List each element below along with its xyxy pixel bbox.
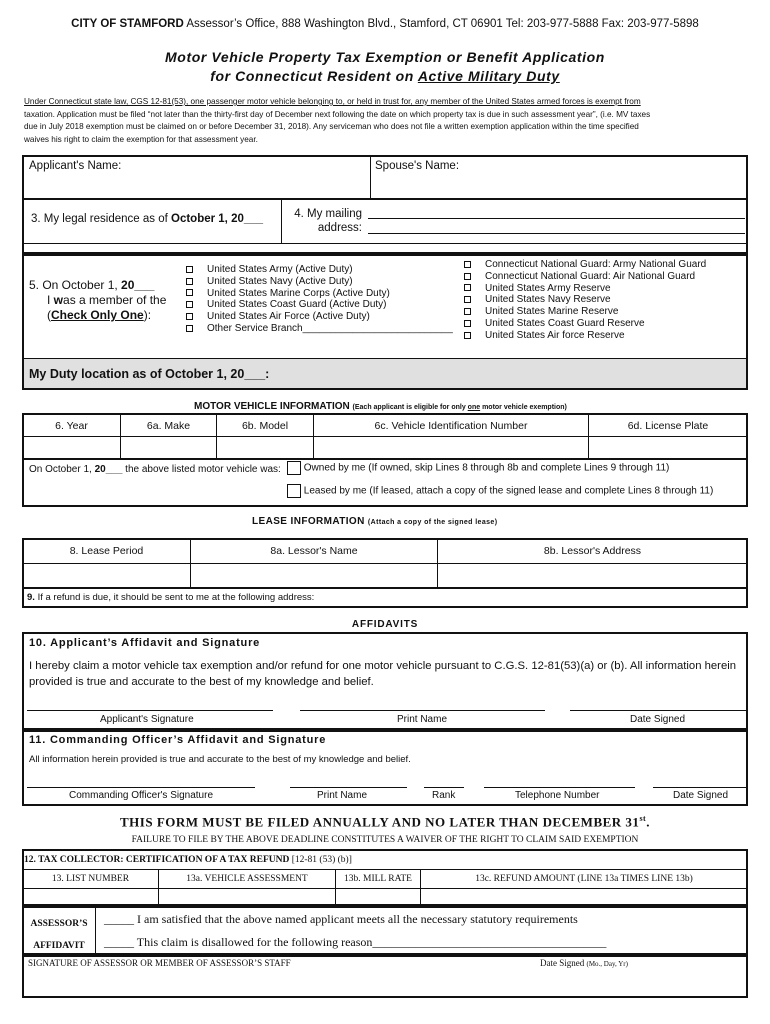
intro-line-4: waives his right to claim the exemption for that assessment year. xyxy=(24,134,258,144)
branch-label: United States Navy (Active Duty) xyxy=(207,275,353,287)
leased-option[interactable] xyxy=(287,484,713,498)
s11-body: All information herein provided is true and accurate to the best of my knowledge and belief. xyxy=(29,754,411,765)
vehicle-note-c: motor vehicle exemption) xyxy=(480,404,567,411)
lease-heading xyxy=(252,516,497,527)
leased-label: Leased by me (If leased, attach a copy of the signed lease and complete Lines 8 through 11) xyxy=(303,485,714,497)
member-line-3-a: ( xyxy=(47,308,51,322)
assessor-date-label[interactable] xyxy=(540,958,628,968)
legal-residence-label[interactable] xyxy=(31,213,263,225)
assessor-date-format: (Mo., Day, Yr) xyxy=(586,960,628,968)
title-line-2-text: for Connecticut Resident on xyxy=(210,68,418,84)
branch-option-left[interactable] xyxy=(186,311,453,323)
branch-option-right[interactable] xyxy=(464,271,706,283)
branch-option-left[interactable] xyxy=(186,299,453,311)
member-line-3-c: ): xyxy=(143,308,152,322)
col-vin: 6c. Vehicle Identification Number xyxy=(374,420,528,432)
office-header xyxy=(0,18,770,30)
member-line-3 xyxy=(29,308,166,323)
owned-q-year: 20___ xyxy=(94,464,123,475)
s10-title: 10. Applicant’s Affidavit and Signature xyxy=(29,637,261,649)
assessor-label-1: ASSESSOR’S xyxy=(30,919,88,929)
branch-label: United States Marine Reserve xyxy=(485,306,619,318)
checkbox-icon[interactable] xyxy=(464,273,471,280)
assessor-label-2: AFFIDAVIT xyxy=(33,941,85,951)
col-mill-rate: 13b. MILL RATE xyxy=(344,874,412,884)
owned-checkbox[interactable] xyxy=(287,461,301,475)
member-line-1 xyxy=(29,278,166,293)
branch-label: United States Air force Reserve xyxy=(485,329,625,341)
branch-option-right[interactable] xyxy=(464,259,706,271)
mailing-address-label[interactable] xyxy=(290,207,362,235)
branch-option-left[interactable] xyxy=(186,276,453,288)
checkbox-icon[interactable] xyxy=(186,278,193,285)
col-lessor-address: 8b. Lessor's Address xyxy=(543,545,642,557)
assessor-disallowed[interactable]: _____ This claim is disallowed for the following reason_______________________________________ xyxy=(104,935,607,949)
vehicle-heading xyxy=(194,401,567,412)
collector-title-bold: 12. TAX COLLECTOR: CERTIFICATION OF A TAX REFUND xyxy=(24,855,290,865)
officer-print-name-label[interactable]: Print Name xyxy=(317,790,368,801)
s10-body xyxy=(29,658,736,690)
branch-option-left[interactable] xyxy=(186,323,453,335)
residence-date: October 1, 20___ xyxy=(171,213,264,225)
officer-phone-label[interactable]: Telephone Number xyxy=(515,790,600,801)
s10-line-2: provided is true and accurate to the best of my knowledge and belief. xyxy=(29,676,374,688)
member-year: 20___ xyxy=(121,278,155,292)
checkbox-icon[interactable] xyxy=(186,301,193,308)
col-lease-period: 8. Lease Period xyxy=(69,545,144,557)
deadline-notice xyxy=(0,814,770,830)
col-vehicle-assessment: 13a. VEHICLE ASSESSMENT xyxy=(186,874,308,884)
checkbox-icon[interactable] xyxy=(186,289,193,296)
refund-address-label[interactable] xyxy=(27,592,314,603)
refund-num: 9. xyxy=(27,592,35,603)
col-year: 6. Year xyxy=(55,420,88,432)
lease-heading-text: LEASE INFORMATION xyxy=(252,516,365,527)
office-address: Assessor’s Office, 888 Washington Blvd., Stamford, CT 06901 Tel: 203-977-5888 Fax: 203-977-5898 xyxy=(183,18,699,30)
residence-text: 3. My legal residence as of xyxy=(31,213,171,225)
checkbox-icon[interactable] xyxy=(464,284,471,291)
member-question xyxy=(29,278,166,323)
title-line-2-underlined: Active Military Duty xyxy=(417,68,560,84)
intro-line-2: taxation. Application must be filed “not later than the thirty-first day of December next following the date on which property tax is due in such assessment year”, (i.e. MV taxes xyxy=(24,109,651,119)
col-plate: 6d. License Plate xyxy=(627,420,709,432)
leased-checkbox[interactable] xyxy=(287,484,301,498)
checkbox-icon[interactable] xyxy=(186,313,193,320)
branches-right-list xyxy=(464,259,706,342)
branch-label: United States Air Force (Active Duty) xyxy=(207,311,370,323)
vehicle-heading-text: MOTOR VEHICLE INFORMATION xyxy=(194,401,350,412)
checkbox-icon[interactable] xyxy=(186,325,193,332)
officer-rank-label[interactable]: Rank xyxy=(432,790,456,801)
branch-label: United States Army Reserve xyxy=(485,282,611,294)
col-refund-amount: 13c. REFUND AMOUNT (LINE 13a TIMES LINE 13b) xyxy=(475,874,693,884)
branch-option-right[interactable] xyxy=(464,318,706,330)
member-line-1-text: 5. On October 1, xyxy=(29,278,122,292)
deadline-dot: . xyxy=(646,814,650,830)
branch-label: Other Service Branch___________________________ xyxy=(207,322,453,334)
applicant-date-label[interactable]: Date Signed xyxy=(630,714,686,725)
assessor-date-text: Date Signed xyxy=(540,958,587,968)
applicant-signature-label[interactable]: Applicant's Signature xyxy=(100,714,194,725)
checkbox-icon[interactable] xyxy=(464,320,471,327)
assessor-satisfied[interactable]: _____ I am satisfied that the above named applicant meets all the necessary statutory requirements xyxy=(104,912,578,926)
owned-option[interactable] xyxy=(287,461,669,475)
member-line-2-a: I xyxy=(47,293,54,307)
officer-signature-label[interactable]: Commanding Officer's Signature xyxy=(69,790,214,801)
member-line-2-b: w xyxy=(53,293,64,307)
branches-left-list xyxy=(186,264,453,335)
checkbox-icon[interactable] xyxy=(464,296,471,303)
duty-location-label: My Duty location as of October 1, 20___: xyxy=(29,367,270,381)
branch-label: Connecticut National Guard: Air National Guard xyxy=(485,270,696,282)
applicant-print-name-label[interactable]: Print Name xyxy=(397,714,448,725)
owned-q-a: On October 1, xyxy=(29,464,95,475)
col-list-number: 13. LIST NUMBER xyxy=(51,874,130,884)
owned-q-c: the above listed motor vehicle was: xyxy=(122,464,281,475)
branch-label: United States Army (Active Duty) xyxy=(207,264,353,275)
col-model: 6b. Model xyxy=(241,420,289,432)
checkbox-icon[interactable] xyxy=(464,332,471,339)
lease-note: (Attach a copy of the signed lease) xyxy=(367,519,498,526)
check-only-one: Check Only One xyxy=(51,308,144,322)
title-line-1: Motor Vehicle Property Tax Exemption or Benefit Application xyxy=(165,49,605,65)
s11-title: 11. Commanding Officer’s Affidavit and Signature xyxy=(29,734,327,746)
intro-paragraph xyxy=(24,96,650,146)
waiver-notice: FAILURE TO FILE BY THE ABOVE DEADLINE CONSTITUTES A WAIVER OF THE RIGHT TO CLAIM SAID EXEMPTION xyxy=(131,835,639,845)
owned-question xyxy=(29,464,281,475)
branch-label: United States Navy Reserve xyxy=(485,294,611,306)
branch-label: United States Coast Guard (Active Duty) xyxy=(207,299,387,311)
collector-title xyxy=(24,855,352,865)
assessor-signature-label[interactable]: SIGNATURE OF ASSESSOR OR MEMBER OF ASSESSOR’S STAFF xyxy=(28,958,291,968)
branch-option-right[interactable] xyxy=(464,306,706,318)
form-title xyxy=(0,48,770,86)
vehicle-note-a: (Each applicant is eligible for only xyxy=(352,404,468,411)
owned-label: Owned by me (If owned, skip Lines 8 through 8b and complete Lines 9 through 11) xyxy=(303,462,670,474)
affidavits-heading: AFFIDAVITS xyxy=(351,619,419,630)
branch-option-left[interactable] xyxy=(186,264,453,276)
s10-line-1: I hereby claim a motor vehicle tax exemption and/or refund for one motor vehicle pursuant to C.G.S. 12-81(53)(a) or (b). All information herein xyxy=(29,660,737,672)
mailing-line-2: address: xyxy=(317,222,362,234)
intro-line-3: due in July 2018 exemption must be claimed on or before December 31, 2018). Any serviceman who does not file a written exemption application within the time specified xyxy=(24,122,639,131)
branch-label: United States Coast Guard Reserve xyxy=(485,317,645,329)
assessor-label xyxy=(24,913,94,957)
spouse-name-label[interactable]: Spouse's Name: xyxy=(375,160,460,172)
checkbox-icon[interactable] xyxy=(186,266,193,273)
col-make: 6a. Make xyxy=(146,420,191,432)
officer-date-label[interactable]: Date Signed xyxy=(673,790,729,801)
checkbox-icon[interactable] xyxy=(464,261,471,268)
branch-label: Connecticut National Guard: Army National Guard xyxy=(485,259,707,270)
branch-option-left[interactable] xyxy=(186,288,453,300)
branch-option-right[interactable] xyxy=(464,330,706,342)
col-lessor-name: 8a. Lessor's Name xyxy=(270,545,358,557)
deadline-text: THIS FORM MUST BE FILED ANNUALLY AND NO LATER THAN DECEMBER 31 xyxy=(120,814,640,830)
city-name: CITY OF STAMFORD xyxy=(71,18,184,30)
intro-line-1: Under Connecticut state law, CGS 12-81(53), one passenger motor vehicle belonging to, or held in trust for, any member of the United States armed forces is exempt from xyxy=(24,97,641,106)
title-line-2 xyxy=(0,67,770,86)
member-line-2 xyxy=(29,293,166,308)
mailing-line-1: 4. My mailing xyxy=(294,208,362,220)
vehicle-note-b: one xyxy=(467,404,481,411)
branch-option-right[interactable] xyxy=(464,294,706,306)
branch-label: United States Marine Corps (Active Duty) xyxy=(207,287,390,299)
member-line-2-c: as a member of the xyxy=(63,293,167,307)
applicant-name-label[interactable]: Applicant's Name: xyxy=(29,160,122,172)
collector-title-ref: [12-81 (53) (b)] xyxy=(289,855,352,865)
branch-option-right[interactable] xyxy=(464,283,706,295)
deadline-sup: st xyxy=(639,814,647,823)
refund-text: If a refund is due, it should be sent to me at the following address: xyxy=(34,592,315,603)
checkbox-icon[interactable] xyxy=(464,308,471,315)
